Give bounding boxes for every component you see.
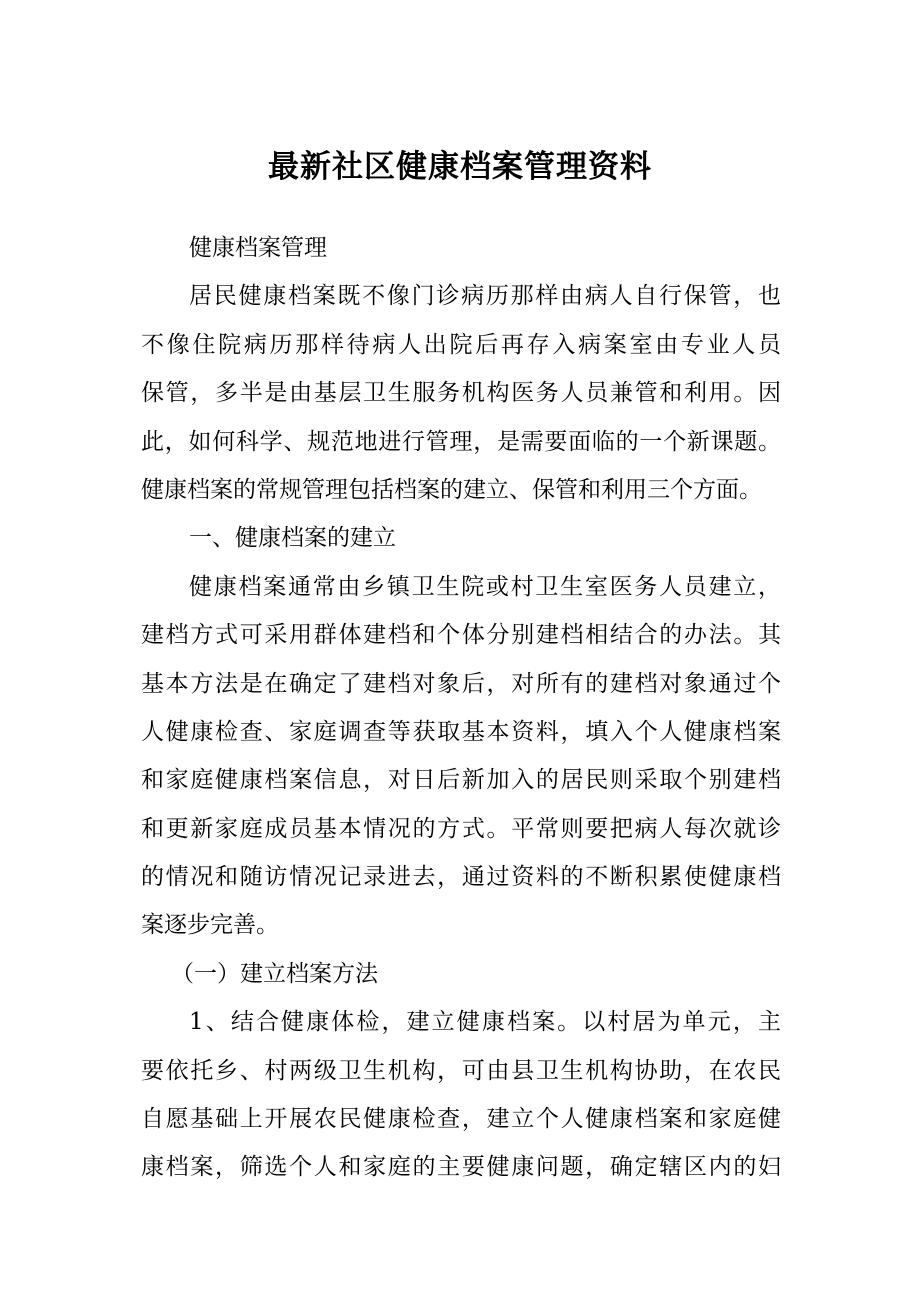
paragraph-line: 的情况和随访情况记录进去，通过资料的不断积累使健康档 [141,864,781,891]
paragraph-line: 康档案，筛选个人和家庭的主要健康问题，确定辖区内的妇 [141,1154,781,1181]
document-title: 最新社区健康档案管理资料 [268,149,652,185]
paragraph-line: 案逐步完善。 [141,912,279,939]
subsection-heading: （一）建立档案方法 [171,960,378,987]
paragraph-line: 和更新家庭成员基本情况的方式。平常则要把病人每次就诊 [141,815,781,842]
section-heading: 健康档案管理 [189,235,327,261]
paragraph-line: 要依托乡、村两级卫生机构，可由县卫生机构协助，在农民 [141,1057,781,1084]
paragraph-line: 健康档案的常规管理包括档案的建立、保管和利用三个方面。 [141,476,762,503]
paragraph-line: 建档方式可采用群体建档和个体分别建档相结合的办法。其 [141,622,781,649]
paragraph-line: 不像住院病历那样待病人出院后再存入病案室由专业人员 [141,331,781,358]
document-body [141,224,781,1192]
section-heading: 一、健康档案的建立 [189,525,396,552]
paragraph-line: 居民健康档案既不像门诊病历那样由病人自行保管，也 [189,283,781,310]
paragraph-line: 此，如何科学、规范地进行管理，是需要面临的一个新课题。 [141,428,781,455]
paragraph-line: 保管，多半是由基层卫生服务机构医务人员兼管和利用。因 [141,380,781,407]
paragraph-line: 和家庭健康档案信息，对日后新加入的居民则采取个别建档 [141,767,781,794]
paragraph-line: 人健康检查、家庭调查等获取基本资料，填入个人健康档案 [141,718,781,745]
paragraph-line: 健康档案通常由乡镇卫生院或村卫生室医务人员建立， [189,573,781,600]
paragraph-line: 基本方法是在确定了建档对象后，对所有的建档对象通过个 [141,670,781,697]
paragraph-line: 自愿基础上开展农民健康检查，建立个人健康档案和家庭健 [141,1106,781,1133]
paragraph-line: 1、结合健康体检，建立健康档案。以村居为单元，主 [189,1009,781,1036]
